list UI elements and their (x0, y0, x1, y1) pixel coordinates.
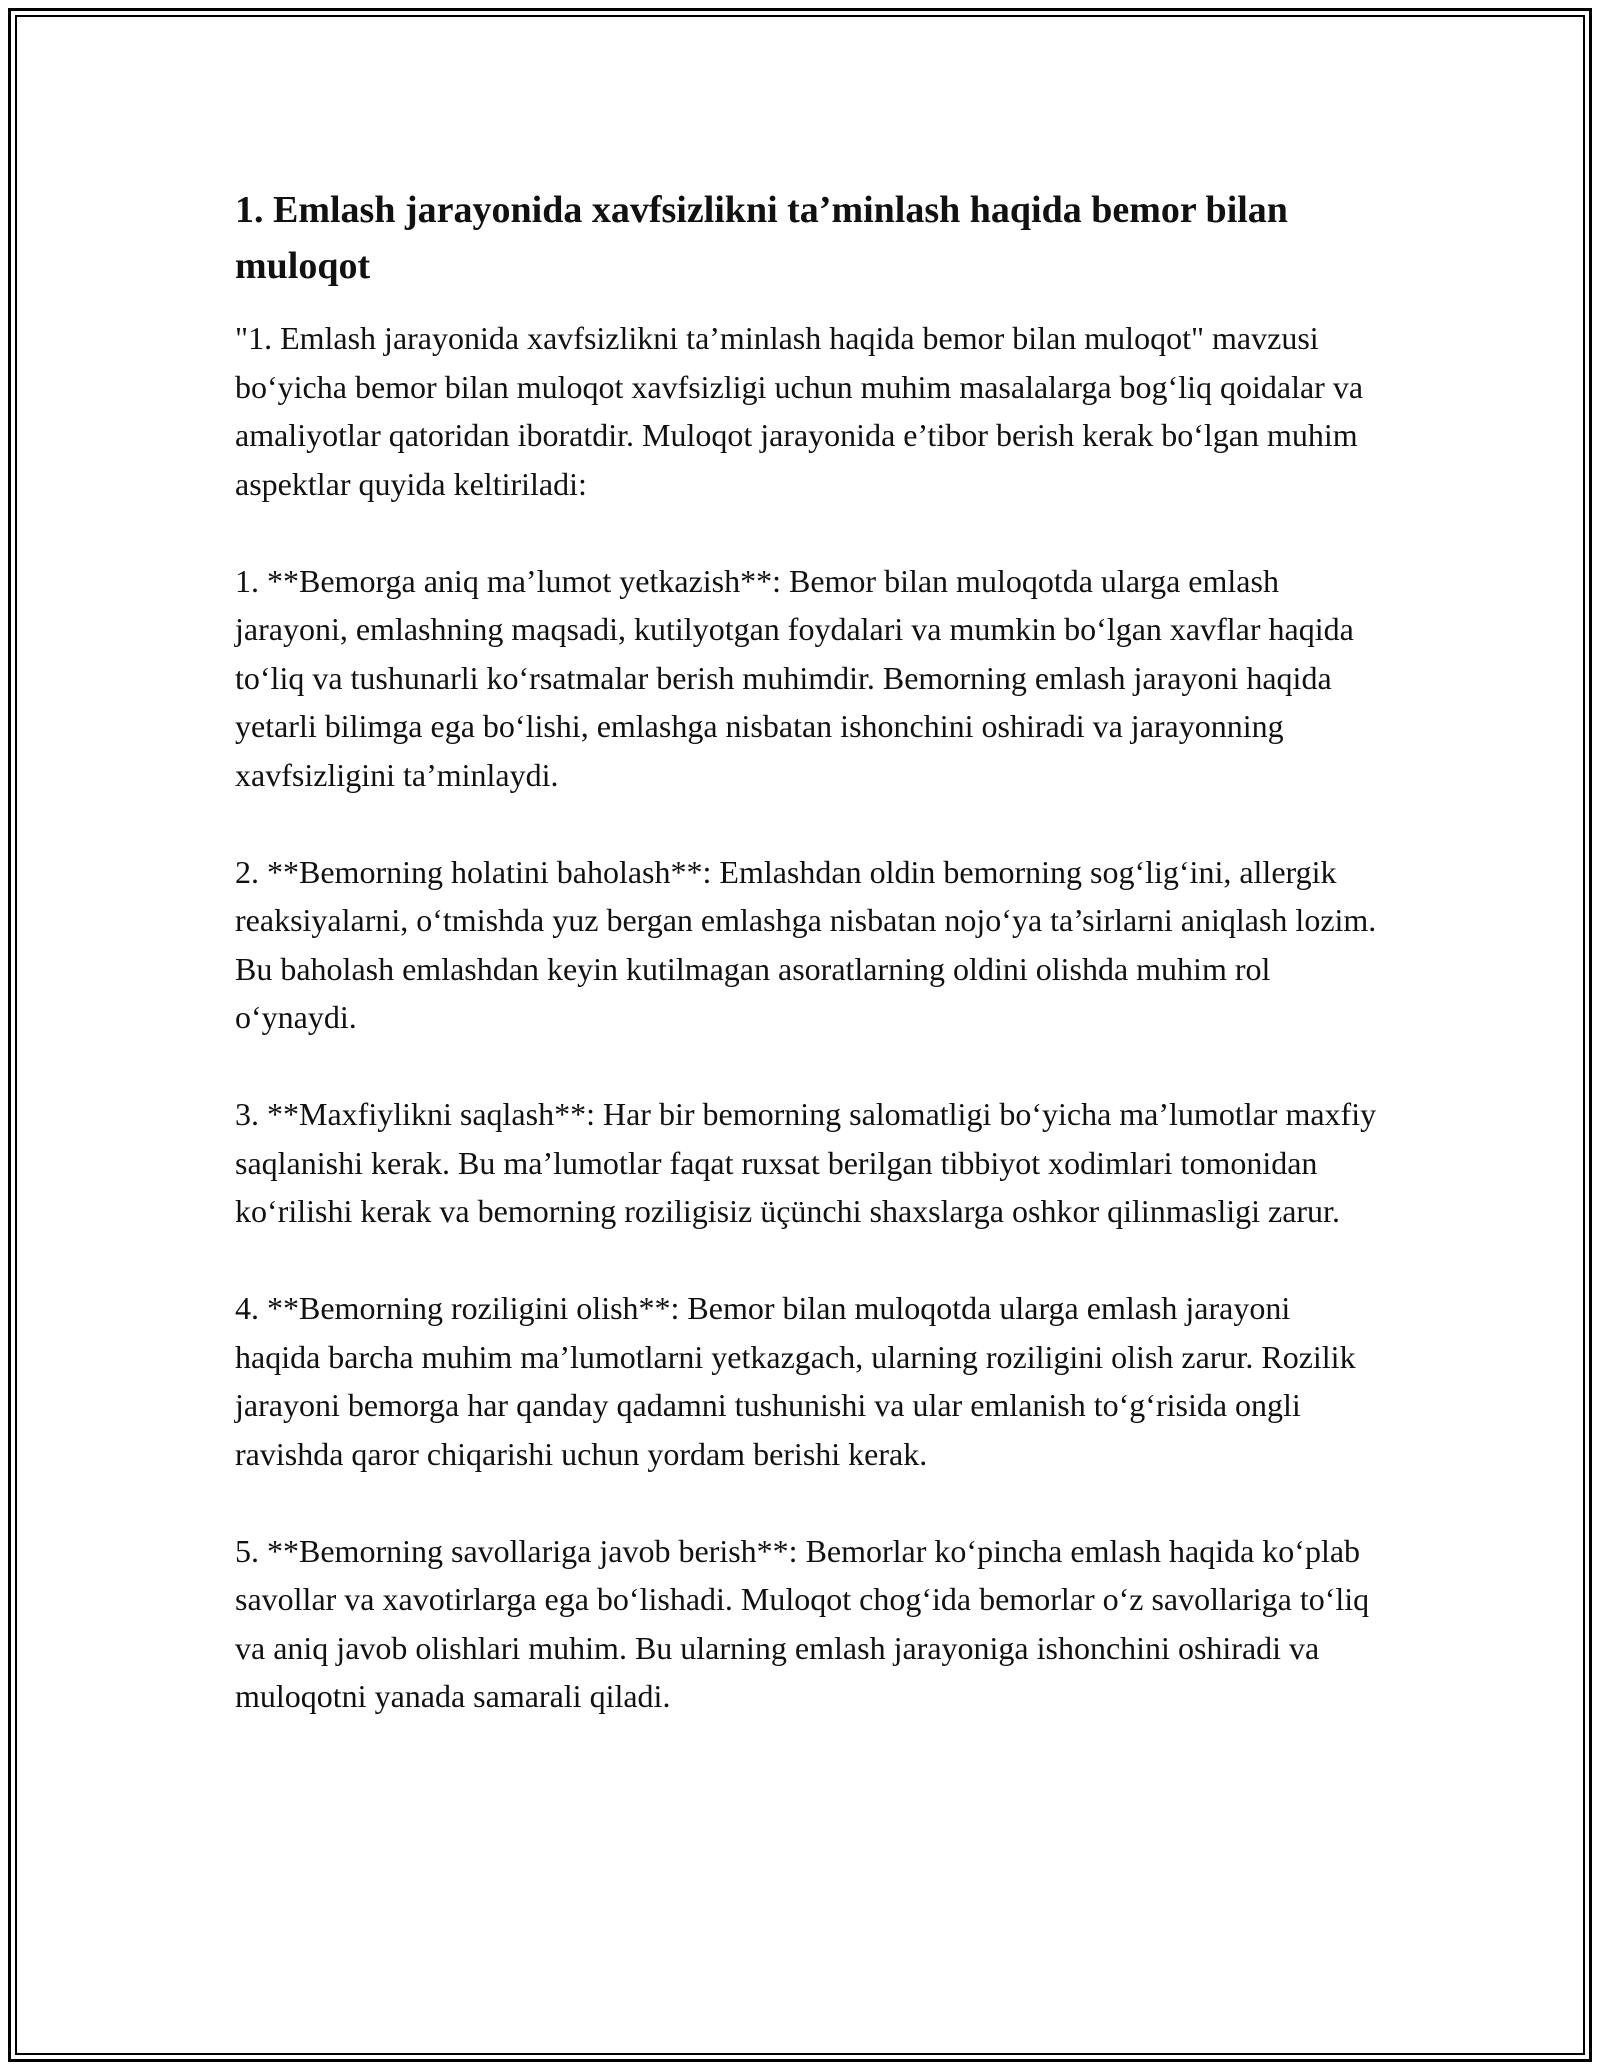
document-body (235, 314, 1380, 1721)
document-content (235, 182, 1380, 1721)
intro-paragraph: "1. Emlash jarayonida xavfsizlikni ta’minlash haqida bemor bilan muloqot" mavzusi bo‘yicha bemor bilan muloqot xavfsizligi uchun muhim masalalarga bog‘liq qoidalar va amaliyotlar qatoridan iboratdir. Muloqot jarayonida e’tibor berish kerak bo‘lgan muhim aspektlar quyida keltiriladi: (235, 320, 1364, 502)
point-2-paragraph: 2. **Bemorning holatini baholash**: Emlashdan oldin bemorning sog‘lig‘ini, allergik reaksiyalarni, o‘tmishda yuz bergan emlashga nisbatan nojo‘ya ta’sirlarni aniqlash lozim. Bu baholash emlashdan keyin kutilmagan asoratlarning oldini olishda muhim rol o‘ynaydi. (235, 853, 1377, 1035)
point-3-paragraph: 3. **Maxfiylikni saqlash**: Har bir bemorning salomatligi bo‘yicha ma’lumotlar maxfiy saqlanishi kerak. Bu ma’lumotlar faqat ruxsat berilgan tibbiyot xodimlari tomonidan ko‘rilishi kerak va bemorning roziligisiz üçünchi shaxslarga oshkor qilinmasligi zarur. (235, 1096, 1377, 1229)
point-4-paragraph: 4. **Bemorning roziligini olish**: Bemor bilan muloqotda ularga emlash jarayoni haqida barcha muhim ma’lumotlarni yetkazgach, ularning roziligini olish zarur. Rozilik jarayoni bemorga har qanday qadamni tushunishi va ular emlanish to‘g‘risida ongli ravishda qaror chiqarishi uchun yordam berishi kerak. (235, 1290, 1356, 1472)
point-1-paragraph: 1. **Bemorga aniq ma’lumot yetkazish**: Bemor bilan muloqotda ularga emlash jarayoni, emlashning maqsadi, kutilyotgan foydalari va mumkin bo‘lgan xavflar haqida to‘liq va tushunarli ko‘rsatmalar berish muhimdir. Bemorning emlash jarayoni haqida yetarli bilimga ega bo‘lishi, emlashga nisbatan ishonchini oshiradi va jarayonning xavfsizligini ta’minlaydi. (235, 562, 1354, 793)
document-title: 1. Emlash jarayonida xavfsizlikni ta’minlash haqida bemor bilan muloqot (235, 189, 1288, 287)
point-5-paragraph: 5. **Bemorning savollariga javob berish**: Bemorlar ko‘pincha emlash haqida ko‘plab savollar va xavotirlarga ega bo‘lishadi. Muloqot chog‘ida bemorlar o‘z savollariga to‘liq va aniq javob olishlari muhim. Bu ularning emlash jarayoniga ishonchini oshiradi va muloqotni yanada samarali qiladi. (235, 1532, 1370, 1714)
